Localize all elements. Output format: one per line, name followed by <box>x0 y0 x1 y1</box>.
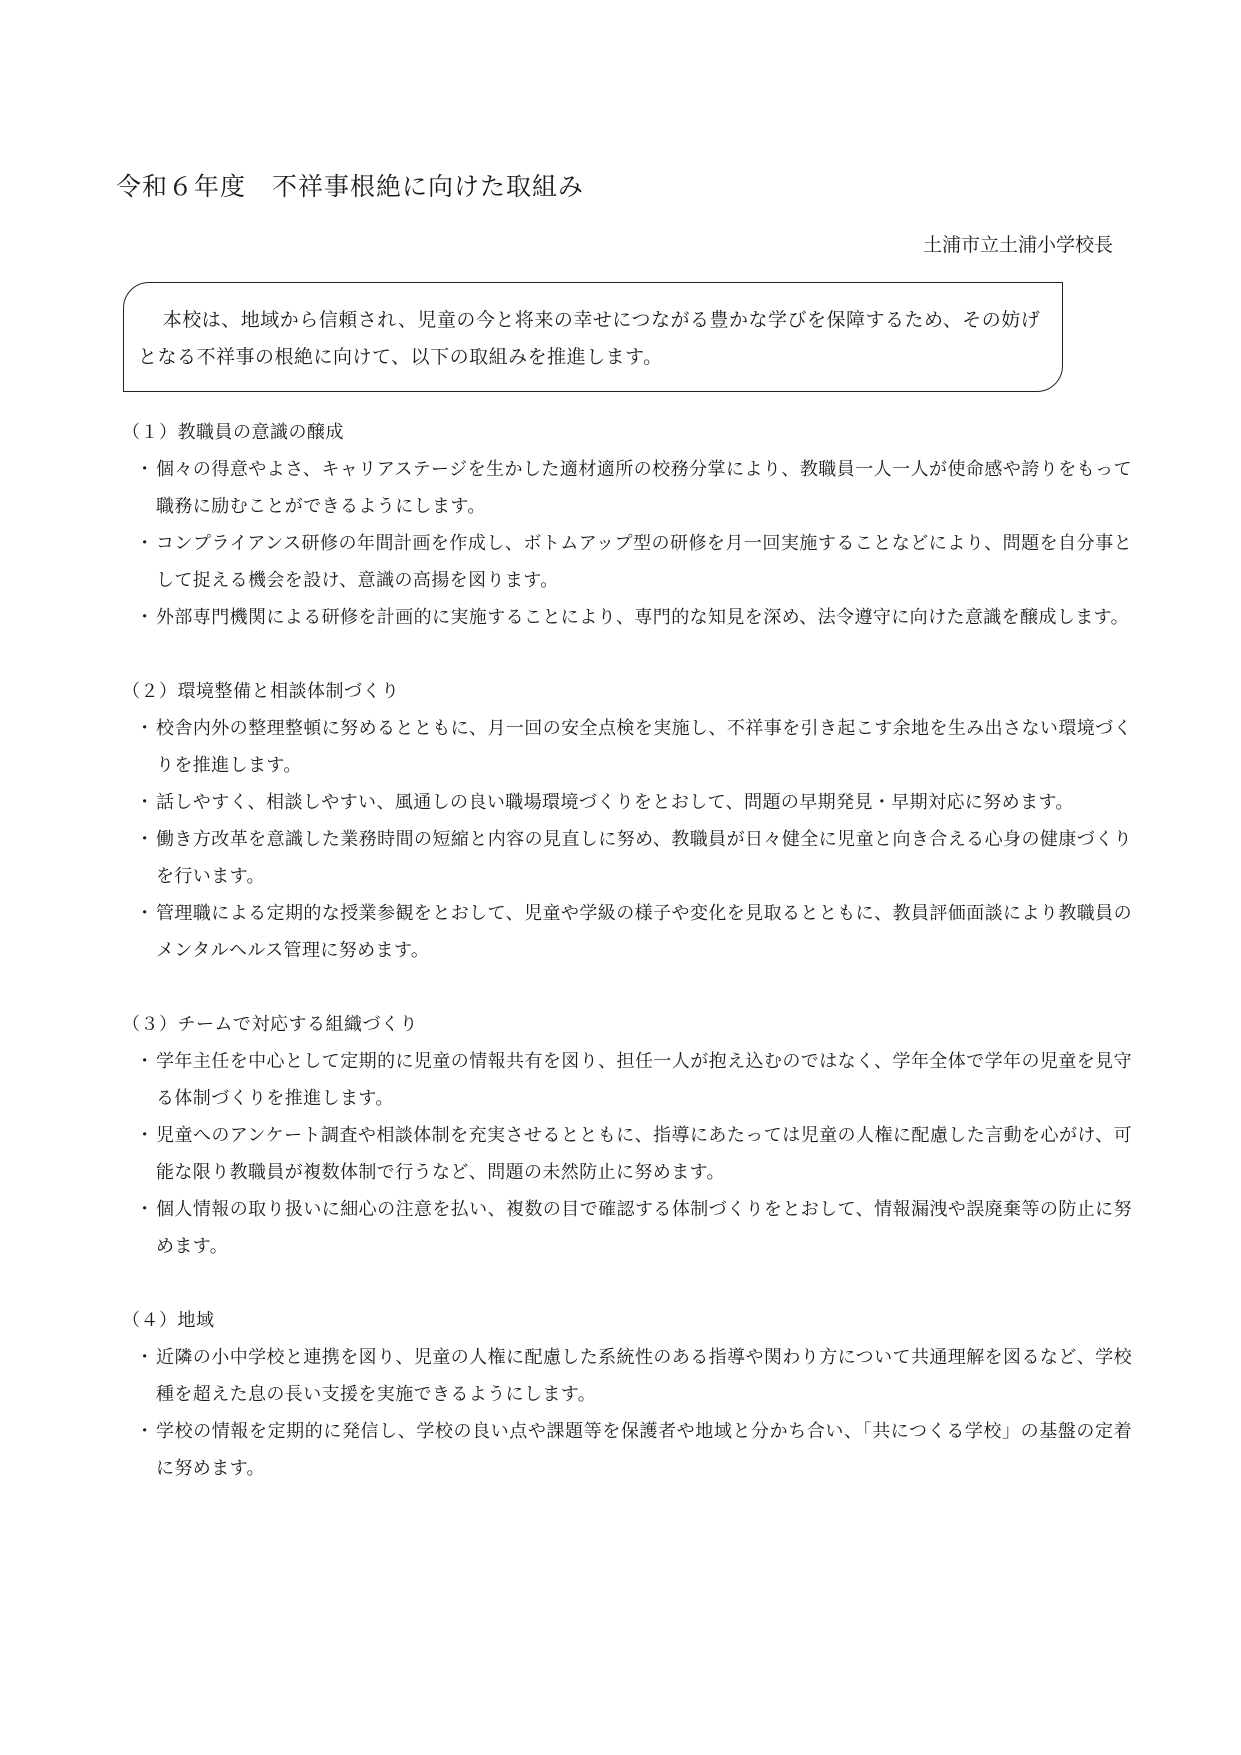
list-item <box>122 1191 1132 1265</box>
bullet-mark: ・ <box>135 1347 154 1368</box>
list-item <box>122 784 1132 821</box>
bullet-mark: ・ <box>135 459 154 480</box>
section-heading: （１）教職員の意識の醸成 <box>122 422 344 443</box>
section-heading: （３）チームで対応する組織づくり <box>122 1014 418 1035</box>
section-community <box>122 1302 1132 1487</box>
list-item-text: コンプライアンス研修の年間計画を作成し、ボトムアップ型の研修を月一回実施することなどにより、問題を自分事として捉える機会を設け、意識の高揚を図ります。 <box>156 533 1132 591</box>
list-item <box>122 1043 1132 1117</box>
list-item-text: 児童へのアンケート調査や相談体制を充実させるとともに、指導にあたっては児童の人権に配慮した言動を心がけ、可能な限り教職員が複数体制で行うなど、問題の未然防止に努めます。 <box>156 1125 1132 1183</box>
bullet-mark: ・ <box>135 533 154 554</box>
list-item-text: 個人情報の取り扱いに細心の注意を払い、複数の目で確認する体制づくりをとおして、情報漏洩や誤廃棄等の防止に努めます。 <box>156 1199 1132 1257</box>
list-item-text: 働き方改革を意識した業務時間の短縮と内容の見直しに努め、教職員が日々健全に児童と向き合える心身の健康づくりを行います。 <box>156 829 1132 887</box>
list-item-text: 話しやすく、相談しやすい、風通しの良い職場環境づくりをとおして、問題の早期発見・早期対応に努めます。 <box>156 792 1074 813</box>
bullet-mark: ・ <box>135 1199 154 1220</box>
list-item <box>122 895 1132 969</box>
list-item-text: 管理職による定期的な授業参観をとおして、児童や学級の様子や変化を見取るとともに、教員評価面談により教職員のメンタルヘルス管理に努めます。 <box>156 903 1132 961</box>
list-item <box>122 1413 1132 1487</box>
section-environment <box>122 673 1132 969</box>
list-item-text: 校舎内外の整理整頓に努めるとともに、月一回の安全点検を実施し、不祥事を引き起こす余地を生み出さない環境づくりを推進します。 <box>156 718 1132 776</box>
list-item <box>122 451 1132 525</box>
list-item <box>122 599 1132 636</box>
bullet-mark: ・ <box>135 1051 154 1072</box>
sections-container <box>122 414 1132 1524</box>
list-item <box>122 525 1132 599</box>
list-item-text: 個々の得意やよさ、キャリアステージを生かした適材適所の校務分掌により、教職員一人一人が使命感や誇りをもって職務に励むことができるようにします。 <box>156 459 1132 517</box>
section-awareness <box>122 414 1132 636</box>
section-item-list <box>122 451 1132 636</box>
intro-box <box>123 282 1063 392</box>
bullet-mark: ・ <box>135 792 154 813</box>
list-item-text: 近隣の小中学校と連携を図り、児童の人権に配慮した系統性のある指導や関わり方について共通理解を図るなど、学校種を超えた息の長い支援を実施できるようにします。 <box>156 1347 1132 1405</box>
list-item <box>122 821 1132 895</box>
list-item <box>122 1117 1132 1191</box>
intro-text: 本校は、地域から信頼され、児童の今と将来の幸せにつながる豊かな学びを保障するため、その妨げとなる不祥事の根絶に向けて、以下の取組みを推進します。 <box>138 309 1041 368</box>
list-item <box>122 1339 1132 1413</box>
section-heading: （４）地域 <box>122 1310 215 1331</box>
bullet-mark: ・ <box>135 1125 154 1146</box>
section-item-list <box>122 710 1132 969</box>
section-item-list <box>122 1339 1132 1487</box>
bullet-mark: ・ <box>135 903 154 924</box>
bullet-mark: ・ <box>135 1421 154 1442</box>
bullet-mark: ・ <box>135 829 154 850</box>
section-item-list <box>122 1043 1132 1265</box>
list-item-text: 学校の情報を定期的に発信し、学校の良い点や課題等を保護者や地域と分かち合い、「共につくる学校」の基盤の定着に努めます。 <box>156 1421 1132 1479</box>
list-item-text: 学年主任を中心として定期的に児童の情報共有を図り、担任一人が抱え込むのではなく、学年全体で学年の児童を見守る体制づくりを推進します。 <box>156 1051 1132 1109</box>
bullet-mark: ・ <box>135 718 154 739</box>
section-team <box>122 1006 1132 1265</box>
list-item <box>122 710 1132 784</box>
section-heading: （２）環境整備と相談体制づくり <box>122 681 400 702</box>
document-author: 土浦市立土浦小学校長 <box>922 234 1113 256</box>
document-title: 令和６年度 不祥事根絶に向けた取組み <box>116 172 585 201</box>
list-item-text: 外部専門機関による研修を計画的に実施することにより、専門的な知見を深め、法令遵守に向けた意識を醸成します。 <box>156 607 1130 628</box>
bullet-mark: ・ <box>135 607 154 628</box>
